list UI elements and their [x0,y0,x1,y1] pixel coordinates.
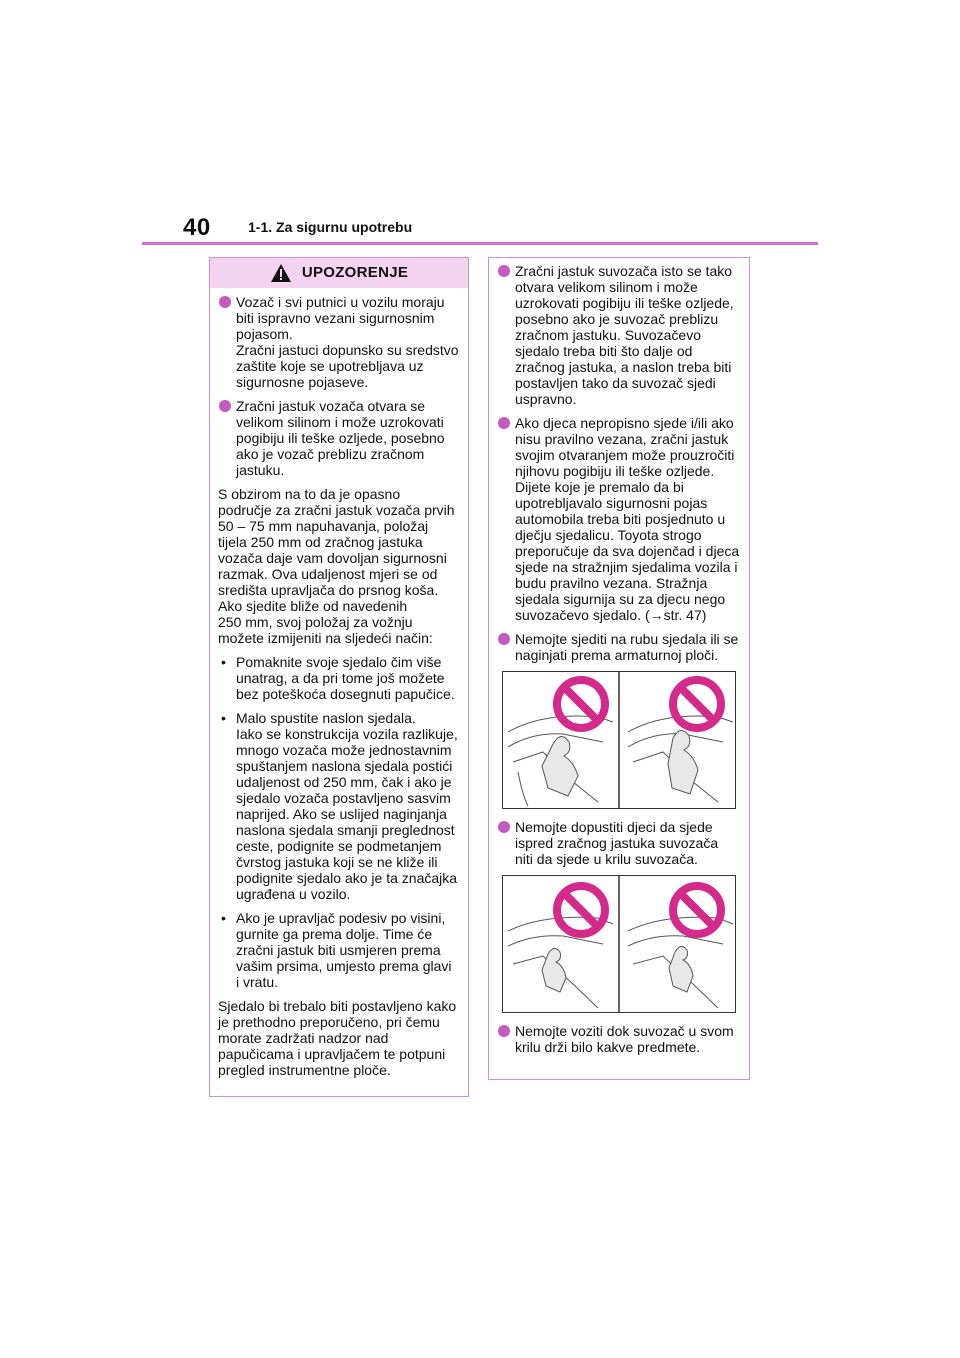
text-line: ceste, podignite se podmetanjem [236,838,442,854]
text-line: spuštanjem naslona sjedala postići [236,758,453,774]
text-line: dječju sjedalicu. Toyota strogo [515,527,702,543]
sub-bullet-mark: • [221,910,226,926]
bullet-children-front [497,819,741,867]
text-line: je prethodno preporučeno, pri čemu [218,1014,440,1030]
text-line: biti ispravno vezani sigurnosnim [236,310,435,326]
text-line: možete izmijeniti na sljedeći način: [218,630,433,646]
text-line: vašim prsima, umjesto prema glavi [236,958,452,974]
text-line: Vozač i svi putnici u vozilu moraju [236,294,445,310]
text-line: naprijed. Ako se uslijed naginjanja [236,806,447,822]
illustration-child-front [502,875,736,1013]
text-line: preporučuje da sva dojenčad i djeca [515,543,740,559]
text-line: njihovu pogibiju ili teške ozljede. [515,463,715,479]
text-line: pojasom. [236,326,293,342]
text-line: Zračni jastuk vozača otvara se [236,398,426,414]
text-line: Pomaknite svoje sjedalo čim više [236,654,442,670]
bullet-icon [498,1025,510,1037]
text-line: papučicama i upravljačem te potpuni [218,1046,446,1062]
prohibition-icon [673,680,721,728]
bullet-icon [219,400,231,412]
text-line: nisu pravilno vezana, zračni jastuk [515,431,729,447]
text-line: posebno ako je suvozač preblizu [515,311,719,327]
sub-item-seat-back [218,654,460,702]
bullet-passenger-airbag [497,263,741,407]
text-line: sjedalo treba biti što dalje od [515,343,693,359]
text-line: Dijete koje je premalo da bi [515,479,684,495]
text-line: uspravno. [515,391,577,407]
prohibition-icon [557,680,605,728]
text-line: naginjati prema armaturnoj ploči. [515,647,719,663]
text-line: postavljen tako da suvozač sjedi [515,375,716,391]
sub-bullet-mark: • [221,710,226,726]
text-line: Sjedalo bi trebalo biti postavljeno kako [218,998,457,1014]
prohibition-icon [673,886,721,934]
sub-item-recline [218,710,460,902]
warning-triangle-icon [270,263,292,283]
text-line: automobila treba biti posjednuto u [515,511,726,527]
text-line: ispred zračnog jastuka suvozača [515,835,719,851]
text-line: područje za zračni jastuk vozača prvih [218,502,455,518]
text-line: budu pravilno vezana. Stražnja [515,575,708,591]
text-line: zračni jastuk biti usmjeren prema [236,942,441,958]
text-line: tijela 250 mm od zračnog jastuka [218,534,423,550]
text-line: sjede na stražnjim sjedalima vozila i [515,559,738,575]
text-line: Nemojte dopustiti djeci da sjede [515,819,713,835]
warning-box-continued [488,257,750,1080]
text-line: Ako sjedite bliže od navedenih [218,598,408,614]
sub-item-steering-tilt [218,910,460,990]
text-line: podignite sjedalo ako je ta značajka [236,870,458,886]
bullet-seat-edge [497,631,741,663]
text-line: 250 mm, svoj položaj za vožnju [218,614,413,630]
text-line: velikom silinom i može uzrokovati [236,414,444,430]
text-line: pregled instrumentne ploče. [218,1062,391,1078]
text-line: naslona sjedala smanji preglednost [236,822,455,838]
text-line: Ako djeca nepropisno sjede i/ili ako [515,415,734,431]
text-line: Zračni jastuci dopunsko su sredstvo [236,342,459,358]
bullet-objects-lap [497,1023,741,1055]
warning-box [209,257,469,1097]
prohibition-icon [557,886,605,934]
text-line: upotrebljavalo sigurnosni pojas [515,495,708,511]
page-number: 40 [183,214,211,241]
illustration-leaning-passenger [502,671,736,809]
bullet-seatbelts [218,294,460,390]
text-line: sjedalo vozača postavljeno sasvim [236,790,451,806]
bullet-children [497,415,741,623]
text-line: unatrag, a da pri tome još možete [236,670,445,686]
text-line: bez poteškoća dosegnuti papučice. [236,686,455,702]
warning-title: UPOZORENJE [301,264,409,281]
text-line: udaljenost od 250 mm, čak i ako je [236,774,452,790]
text-line: Malo spustite naslon sjedala. [236,710,416,726]
bullet-icon [219,296,231,308]
text-line: svojim otvaranjem može prouzročiti [515,447,735,463]
text-line: morate zadržati nadzor nad [218,1030,389,1046]
sub-bullet-mark: • [221,654,226,670]
text-line: središta upravljača do prsnog koša. [218,582,439,598]
bullet-driver-airbag [218,398,460,478]
text-line: Zračni jastuk suvozača isto se tako [515,263,733,279]
header-rule [142,242,818,245]
text-line: Ako je upravljač podesiv po visini, [236,910,446,926]
text-line: i vratu. [236,974,279,990]
text-line: niti da sjede u krilu suvozača. [515,851,698,867]
text-line: vozača daje vam dovoljan sigurnosni [218,550,447,566]
text-line: jastuku. [236,462,285,478]
text-line: 50 – 75 mm napuhavanja, položaj [218,518,429,534]
text-line: zaštite koje se upotrebljava uz [236,358,424,374]
text-line: Nemojte sjediti na rubu sjedala ili se [515,631,739,647]
text-line: S obzirom na to da je opasno [218,486,401,502]
text-line: suvozačevo sjedalo. (→str. 47) [515,607,707,623]
paragraph-distance [218,486,460,646]
bullet-icon [498,633,510,645]
bullet-icon [498,265,510,277]
warning-header [210,258,468,288]
text-line: ako je vozač preblizu zračnom [236,446,425,462]
text-line: sigurnosne pojaseve. [236,374,369,390]
text-line: sjedala sigurnija su za djecu nego [515,591,726,607]
text-line: ugrađena u vozilo. [236,886,351,902]
text-line: gurnite ga prema dolje. Time će [236,926,433,942]
text-line: čvrstog jastuka koji se ne kliže ili [236,854,438,870]
text-line: zračnom jastuku. Suvozačevo [515,327,701,343]
text-line: Nemojte voziti dok suvozač u svom [515,1023,734,1039]
bullet-icon [498,821,510,833]
text-line: krilu drži bilo kakve predmete. [515,1039,701,1055]
text-line: zračnog jastuka, a naslon treba biti [515,359,732,375]
paragraph-seat-position [218,998,460,1078]
text-line: razmak. Ova udaljenost mjeri se od [218,566,438,582]
bullet-icon [498,417,510,429]
text-line: Iako se konstrukcija vozila razlikuje, [236,726,458,742]
section-title: 1-1. Za sigurnu upotrebu [248,219,413,235]
text-line: mnogo vozača može jednostavnim [236,742,452,758]
text-line: otvara velikom silinom i može [515,279,698,295]
text-line: uzrokovati pogibiju ili teške ozljede, [515,295,734,311]
text-line: pogibiju ili teške ozljede, posebno [236,430,445,446]
